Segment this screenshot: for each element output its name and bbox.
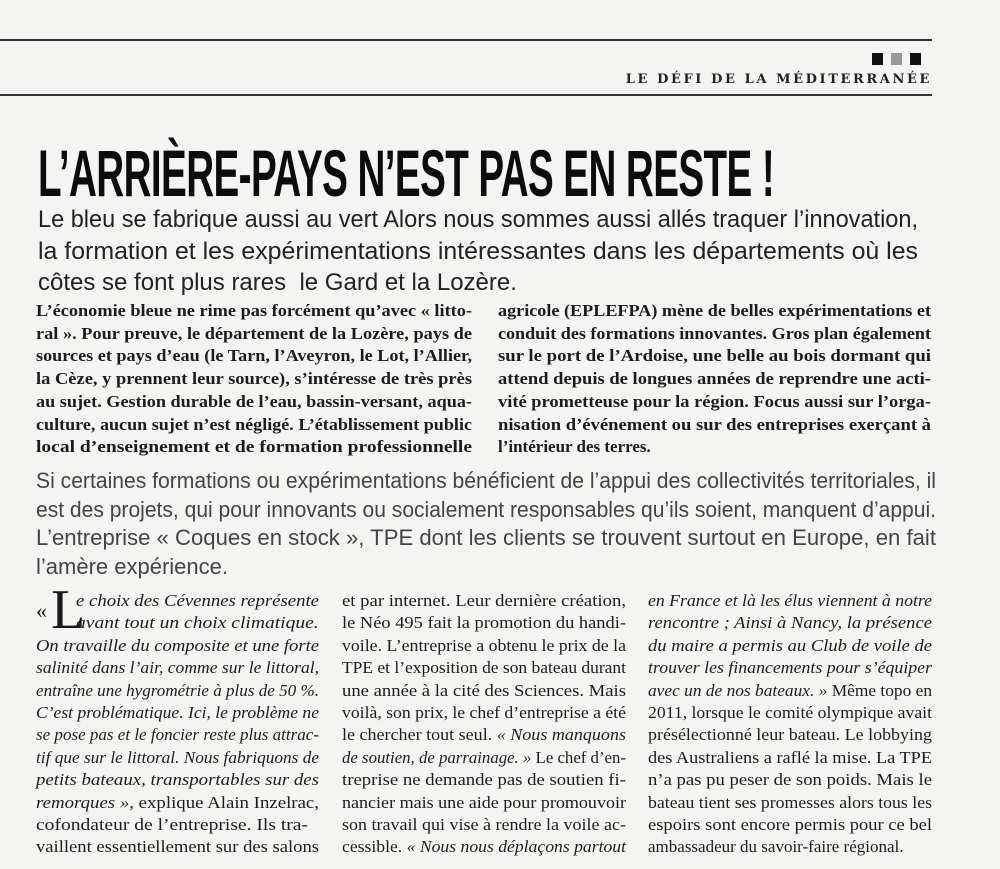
quote-text: C’est problématique. Ici, le problème ne xyxy=(36,703,319,723)
text-line-content: nisation d’événement ou sur des entreprises exerçant à xyxy=(498,414,931,434)
text-line-content: attend depuis de longues années de reprendre une acti- xyxy=(498,369,931,389)
text-line-content: sources et pays d’eau (le Tarn, l’Aveyron, le Lot, l’Allier, xyxy=(36,346,472,366)
text-line-content xyxy=(36,792,319,814)
article-title: L’ARRIÈRE-PAYS N’EST PAS EN RESTE ! xyxy=(38,136,775,210)
text-line-content xyxy=(36,814,308,836)
body-column-2 xyxy=(342,590,626,859)
text-line xyxy=(498,323,931,346)
text-line-content xyxy=(342,747,626,769)
text-line-content: local d’enseignement et de formation professionnelle xyxy=(36,437,472,457)
text-line xyxy=(36,814,319,836)
text-line-content: culture, aucun sujet n’est négligé. L’établissement public xyxy=(36,414,472,434)
body-text: vaillent essentiellement sur des salons xyxy=(36,837,319,857)
lede-right-column xyxy=(498,300,931,459)
text-line xyxy=(648,836,932,858)
text-line xyxy=(342,769,626,791)
text-line xyxy=(342,590,626,612)
text-line-content: vité prometteuse pour la région. Focus aussi sur l’orga- xyxy=(498,391,931,411)
text-line-content: conduit des formations innovantes. Gros plan également xyxy=(498,323,931,343)
text-line-content xyxy=(36,769,319,791)
text-line-content xyxy=(342,814,626,836)
body-column-1 xyxy=(36,590,319,859)
text-line-content: L’économie bleue ne rime pas forcément qu’avec « litto- xyxy=(36,301,472,320)
text-line xyxy=(36,467,936,496)
text-line xyxy=(36,524,936,553)
text-line xyxy=(498,300,931,323)
text-line xyxy=(36,702,319,724)
body-text: et par internet. Leur dernière création, xyxy=(342,591,626,610)
text-line-content xyxy=(648,612,932,634)
text-line-content xyxy=(342,792,626,814)
text-line-content: ral ». Pour preuve, le département de la Lozère, pays de xyxy=(36,323,472,343)
quote-text: avant tout un choix climatique. xyxy=(76,613,319,633)
text-line-content xyxy=(342,680,626,702)
text-line-content: côtes se font plus rares le Gard et la Lozère. xyxy=(38,269,517,296)
text-line-content: Si certaines formations ou expérimentations bénéficient de l’appui des collectivités territoriales, il xyxy=(36,468,936,493)
text-line xyxy=(648,792,932,814)
text-line-content xyxy=(76,612,319,634)
text-line-content xyxy=(648,724,932,746)
body-text: nancier mais une aide pour promouvoir xyxy=(342,792,626,812)
text-line xyxy=(498,436,931,459)
text-line xyxy=(648,680,932,702)
text-line xyxy=(648,724,932,746)
text-line xyxy=(36,345,472,368)
text-line xyxy=(342,724,626,746)
section-kicker: LE DÉFI DE LA MÉDITERRANÉE xyxy=(625,72,932,87)
text-line xyxy=(36,792,319,814)
text-line xyxy=(342,747,626,769)
text-line-content xyxy=(342,836,626,858)
text-line-content: agricole (EPLEFPA) mène de belles expérimentations et xyxy=(498,301,931,320)
text-line-content: Le bleu se fabrique aussi au vert Alors nous sommes aussi allés traquer l’innovation, xyxy=(38,206,918,233)
text-line xyxy=(648,769,932,791)
body-text: espoirs sont encore permis pour ce bel xyxy=(648,815,932,835)
body-text: cofondateur de l’entreprise. Ils tra- xyxy=(36,815,308,835)
quote-text: avec un de nos bateaux. » xyxy=(648,680,828,700)
text-line-content: la Cèze, y prennent leur source), s’intéresse de très près xyxy=(36,369,472,389)
text-line xyxy=(498,368,931,391)
text-line-content xyxy=(342,769,626,791)
quote-text: petits bateaux, transportables sur des xyxy=(36,770,319,790)
body-text: voile. L’entreprise a obtenu le prix de la xyxy=(342,635,626,655)
text-line xyxy=(342,792,626,814)
quote-text: en France et là les élus viennent à notre xyxy=(648,591,932,610)
quote-text: « Nous nous déplaçons partout xyxy=(406,837,626,857)
text-line xyxy=(648,814,932,836)
body-text: bateau tient ses promesses alors tous les xyxy=(648,792,932,812)
text-line xyxy=(342,814,626,836)
text-line xyxy=(498,345,931,368)
text-line xyxy=(38,236,918,268)
text-line xyxy=(36,368,472,391)
quote-text: « Nous manquons xyxy=(496,725,626,745)
text-line-content: au sujet. Gestion durable de l’eau, bassin-versant, aqua- xyxy=(36,391,472,411)
quote-text: trouver les financements pour s’équiper xyxy=(648,658,932,678)
body-text: son travail qui vise à rendre la voile ac- xyxy=(342,815,626,835)
text-line-content: l’amère expérience. xyxy=(36,553,228,579)
text-line-content xyxy=(36,724,319,746)
body-text: , explique Alain Inzelrac, xyxy=(129,792,319,812)
text-line-content xyxy=(648,747,932,769)
text-line xyxy=(36,300,472,323)
text-line xyxy=(36,747,319,769)
quote-text: On travaille du composite et une forte xyxy=(36,635,319,655)
text-line-content: est des projets, qui pour innovants ou socialement responsables qu’ils soient, manquent d’appui. xyxy=(36,496,936,522)
body-text: voilà, son prix, le chef d’entreprise a été xyxy=(342,703,626,723)
quote-text: salinité dans l’air, comme sur le littoral, xyxy=(36,658,319,678)
body-text: une année à la cité des Sciences. Mais xyxy=(342,680,626,700)
text-line-content: L’entreprise « Coques en stock », TPE dont les clients se trouvent surtout en Europe, en fait xyxy=(36,525,936,550)
text-line-content xyxy=(36,836,319,858)
text-line xyxy=(36,436,472,459)
text-line-content xyxy=(648,814,932,836)
body-text: le chercher tout seul. xyxy=(342,725,497,745)
quote-text: remorques » xyxy=(36,792,130,812)
text-line xyxy=(38,267,918,299)
top-rule xyxy=(0,39,932,41)
body-text: ambassadeur du savoir-faire régional. xyxy=(648,837,904,857)
text-line xyxy=(342,635,626,657)
text-line xyxy=(36,391,472,414)
text-line-content xyxy=(342,657,626,679)
text-line-content xyxy=(648,792,932,814)
text-line-content xyxy=(342,702,626,724)
text-line xyxy=(342,836,626,858)
text-line-content: l’intérieur des terres. xyxy=(498,437,651,457)
article-intro xyxy=(38,204,918,299)
text-line xyxy=(36,590,319,612)
text-line xyxy=(36,553,936,582)
body-text: 2011, lorsque le comité olympique avait xyxy=(648,703,932,723)
text-line-content xyxy=(648,590,932,612)
text-line-content xyxy=(342,635,626,657)
body-text: des Australiens a raflé la mise. La TPE xyxy=(648,747,932,767)
body-text: Même topo en xyxy=(827,680,932,700)
quote-text: entraîne une hygrométrie à plus de 50 %. xyxy=(36,680,319,700)
drop-cap: L xyxy=(51,579,86,641)
text-line xyxy=(36,496,936,525)
body-text: TPE et l’exposition de son bateau durant xyxy=(342,658,626,678)
body-column-3 xyxy=(648,590,932,859)
text-line-content xyxy=(36,635,319,657)
quote-text: de soutien, de parrainage. » xyxy=(342,747,532,767)
text-line xyxy=(36,680,319,702)
quote-text: e choix des Cévennes représente xyxy=(76,591,319,610)
text-line-content: sur le port de l’Ardoise, une belle au bois dormant qui xyxy=(498,346,931,366)
body-text: treprise ne demande pas de soutien fi- xyxy=(342,770,626,790)
text-line-content xyxy=(648,836,904,858)
header-rule xyxy=(0,94,932,96)
body-text: présélectionné leur bateau. Le lobbying xyxy=(648,725,932,745)
quote-text: rencontre ; Ainsi à Nancy, la présence xyxy=(648,613,932,633)
text-line xyxy=(36,414,472,437)
quote-text: du maire a permis au Club de voile de xyxy=(648,635,932,655)
text-line-content xyxy=(648,769,932,791)
text-line xyxy=(648,747,932,769)
text-line-content xyxy=(36,747,319,769)
text-line-content xyxy=(648,680,932,702)
text-line xyxy=(648,702,932,724)
text-line-content xyxy=(648,635,932,657)
quote-text: se pose pas et le foncier reste plus attrac- xyxy=(36,725,319,745)
text-line-content: la formation et les expérimentations intéressantes dans les départements où les xyxy=(38,237,918,265)
text-line-content xyxy=(76,590,319,612)
text-line-content xyxy=(36,680,319,702)
text-line-content xyxy=(342,724,626,746)
text-line xyxy=(38,204,918,236)
section-marker-squares xyxy=(872,53,921,65)
text-line xyxy=(36,836,319,858)
text-line xyxy=(342,702,626,724)
text-line xyxy=(36,323,472,346)
body-text: Le chef d’en- xyxy=(531,747,626,767)
text-line xyxy=(36,657,319,679)
text-line xyxy=(648,657,932,679)
text-line xyxy=(648,612,932,634)
transition-paragraph xyxy=(36,467,936,581)
text-line xyxy=(648,635,932,657)
lede-left-column xyxy=(36,300,472,459)
text-line xyxy=(36,724,319,746)
text-line xyxy=(498,391,931,414)
body-text: n’a pas pu peser de son poids. Mais le xyxy=(648,770,932,790)
text-line xyxy=(342,612,626,634)
text-line-content xyxy=(648,702,932,724)
text-line-content xyxy=(648,657,932,679)
text-line xyxy=(36,612,319,634)
text-line xyxy=(36,635,319,657)
quote-text: tif que sur le littoral. Nous fabriquons de xyxy=(36,747,319,767)
text-line xyxy=(342,680,626,702)
text-line xyxy=(36,769,319,791)
text-line-content xyxy=(36,702,319,724)
body-text: le Néo 495 fait la promotion du handi- xyxy=(342,613,626,633)
text-line xyxy=(342,657,626,679)
text-line xyxy=(648,590,932,612)
text-line-content xyxy=(36,657,319,679)
body-text: cessible. xyxy=(342,837,407,857)
text-line-content xyxy=(342,612,626,634)
text-line xyxy=(498,414,931,437)
opening-quote: « xyxy=(36,598,47,623)
text-line-content xyxy=(342,590,626,612)
